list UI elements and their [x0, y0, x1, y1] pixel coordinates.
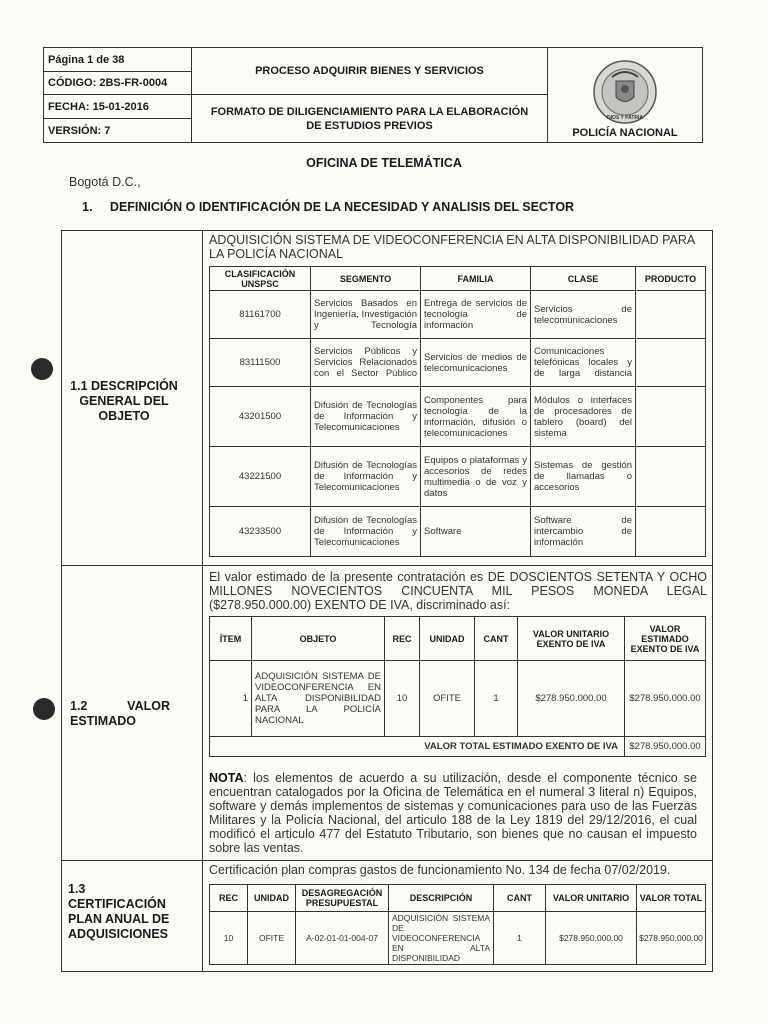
plan-total: $278.950.000.00	[637, 912, 706, 965]
item-rec: 10	[385, 661, 420, 737]
note-text: : los elementos de acuerdo a su utilización, desde el componente técnico se encuentran catalogados por la Oficina de Telemática en el numeral 3 literal n) Equipos, software y demás implementos de sistemas y comunicaciones para uso de las Fuerzas Militares y la Policía Nacional, del articulo 188 de la Ley 1819 del 29/12/2016, el cual modificó el articulo 477 del Estatuto Tributario, son bienes que no causan el impuesto sobre las ventas.	[209, 771, 697, 855]
col-est-value: VALOR ESTIMADO EXENTO DE IVA	[625, 617, 706, 661]
table-row	[210, 387, 706, 447]
binder-hole-top	[31, 358, 53, 380]
col-qty: CANT	[494, 885, 546, 912]
table-row	[210, 339, 706, 387]
col-item: ÍTEM	[210, 617, 252, 661]
class-cell: Módulos o interfaces de procesadores de tablero (board) del sistema	[531, 387, 636, 447]
col-unit: UNIDAD	[420, 617, 475, 661]
city-date: Bogotá D.C.,	[69, 175, 141, 189]
col-qty: CANT	[475, 617, 518, 661]
plan-description: ADQUISICIÓN SISTEMA DE VIDEOCONFERENCIA EN ALTA DISPONIBILIDAD	[389, 912, 494, 965]
plan-intro: Certificación plan compras gastos de funcionamiento No. 134 de fecha 07/02/2019.	[209, 863, 671, 877]
document-header	[43, 47, 703, 143]
document-version: VERSIÓN: 7	[44, 119, 192, 143]
class-cell: Sistemas de gestión de llamadas o accesorios	[531, 447, 636, 507]
family-cell: Entrega de servicios de tecnología de información	[421, 291, 531, 339]
value-table	[209, 616, 706, 757]
product-cell	[636, 291, 706, 339]
document-code: CÓDIGO: 2BS-FR-0004	[44, 72, 192, 95]
item-number: 1	[210, 661, 252, 737]
col-family: FAMILIA	[421, 267, 531, 291]
segment-cell: Difusión de Tecnologías de Información y Telecomunicaciones	[311, 387, 421, 447]
section-title: DEFINICIÓN O IDENTIFICACIÓN DE LA NECESIDAD Y ANALISIS DEL SECTOR	[109, 200, 575, 214]
family-cell: Equipos o plataformas y accesorios de redes multimedia o de voz y datos	[421, 447, 531, 507]
note-label: NOTA	[209, 771, 244, 785]
unspsc-code: 43221500	[210, 447, 311, 507]
segment-cell: Servicios Públicos y Servicios Relacionados con el Sector Público	[311, 339, 421, 387]
table-row	[210, 912, 706, 965]
product-cell	[636, 339, 706, 387]
tax-note	[209, 771, 697, 855]
item-object: ADQUISICIÓN SISTEMA DE VIDEOCONFERENCIA EN ALTA DISPONIBILIDAD PARA LA POLICÍA NACIONAL	[252, 661, 385, 737]
product-cell	[636, 447, 706, 507]
segment-cell: Difusión de Tecnologías de Información y Telecomunicaciones	[311, 507, 421, 557]
class-cell: Software de intercambio de información	[531, 507, 636, 557]
unspsc-code: 83111500	[210, 339, 311, 387]
col-rec: REC	[385, 617, 420, 661]
table-row	[210, 291, 706, 339]
document-date: FECHA: 15-01-2016	[44, 95, 192, 119]
col-rec: REC	[210, 885, 248, 912]
section-number: 1.	[82, 200, 93, 214]
seal-motto: DIOS Y PATRIA	[606, 115, 644, 121]
item-est-value: $278.950.000.00	[625, 661, 706, 737]
col-class: CLASE	[531, 267, 636, 291]
value-intro: El valor estimado de la presente contratación es DE DOSCIENTOS SETENTA Y OCHO MILLONES NOVECIENTOS CINCUENTA MIL PESOS MONEDA LEGAL ($278.950.000.00) EXENTO DE IVA, discriminado así:	[209, 570, 707, 612]
binder-hole-bottom	[33, 698, 55, 720]
col-object: OBJETO	[252, 617, 385, 661]
segment-cell: Servicios Basados en Ingeniería, Investigación y Tecnología	[311, 291, 421, 339]
institution-cell	[548, 48, 703, 143]
section-heading	[82, 200, 574, 214]
process-name: PROCESO ADQUIRIR BIENES Y SERVICIOS	[192, 48, 548, 95]
col-unit-value: VALOR UNITARIO EXENTO DE IVA	[518, 617, 625, 661]
class-cell: Servicios de telecomunicaciones	[531, 291, 636, 339]
institution-name: POLICÍA NACIONAL	[572, 127, 678, 139]
s12-label: 1.2 VALOR ESTIMADO	[70, 699, 170, 728]
product-cell	[636, 507, 706, 557]
unspsc-code: 81161700	[210, 291, 311, 339]
object-description: ADQUISICIÓN SISTEMA DE VIDEOCONFERENCIA EN ALTA DISPONIBILIDAD PARA LA POLICÍA NACIONAL	[209, 233, 695, 261]
product-cell	[636, 387, 706, 447]
col-unit-value: VALOR UNITARIO	[546, 885, 637, 912]
col-budget: DESAGREGACIÓN PRESUPUESTAL	[296, 885, 389, 912]
plan-unit-value: $278.950.000.00	[546, 912, 637, 965]
col-description: DESCRIPCIÓN	[389, 885, 494, 912]
total-label: VALOR TOTAL ESTIMADO EXENTO DE IVA	[210, 737, 625, 757]
s11-label: 1.1 DESCRIPCIÓN GENERAL DEL OBJETO	[70, 379, 178, 423]
table-row	[210, 507, 706, 557]
plan-rec: 10	[210, 912, 248, 965]
format-title: FORMATO DE DILIGENCIAMIENTO PARA LA ELABORACIÓN DE ESTUDIOS PREVIOS	[192, 95, 548, 143]
s13-label: 1.3 CERTIFICACIÓN PLAN ANUAL DE ADQUISICIONES	[68, 882, 170, 941]
table-row	[210, 661, 706, 737]
item-unit-value: $278.950.000.00	[518, 661, 625, 737]
table-row	[210, 447, 706, 507]
family-cell: Servicios de medios de telecomunicaciones	[421, 339, 531, 387]
col-unspsc: CLASIFICACIÓN UNSPSC	[210, 267, 311, 291]
plan-table	[209, 884, 706, 965]
col-unit: UNIDAD	[248, 885, 296, 912]
col-product: PRODUCTO	[636, 267, 706, 291]
office-title: OFICINA DE TELEMÁTICA	[306, 156, 462, 170]
col-segment: SEGMENTO	[311, 267, 421, 291]
unspsc-code: 43233500	[210, 507, 311, 557]
plan-qty: 1	[494, 912, 546, 965]
family-cell: Software	[421, 507, 531, 557]
col-total: VALOR TOTAL	[637, 885, 706, 912]
segment-cell: Difusión de Tecnologías de Información y Telecomunicaciones	[311, 447, 421, 507]
unspsc-table	[209, 266, 706, 557]
unspsc-code: 43201500	[210, 387, 311, 447]
class-cell: Comunicaciones telefónicas locales y de larga distancia	[531, 339, 636, 387]
page-number: Página 1 de 38	[44, 48, 192, 72]
police-seal-icon	[588, 59, 662, 125]
item-qty: 1	[475, 661, 518, 737]
total-value: $278.950.000.00	[625, 737, 706, 757]
item-unit: OFITE	[420, 661, 475, 737]
family-cell: Componentes para tecnología de la información, difusión o telecomunicaciones	[421, 387, 531, 447]
plan-unit: OFITE	[248, 912, 296, 965]
plan-budget: A-02-01-01-004-07	[296, 912, 389, 965]
